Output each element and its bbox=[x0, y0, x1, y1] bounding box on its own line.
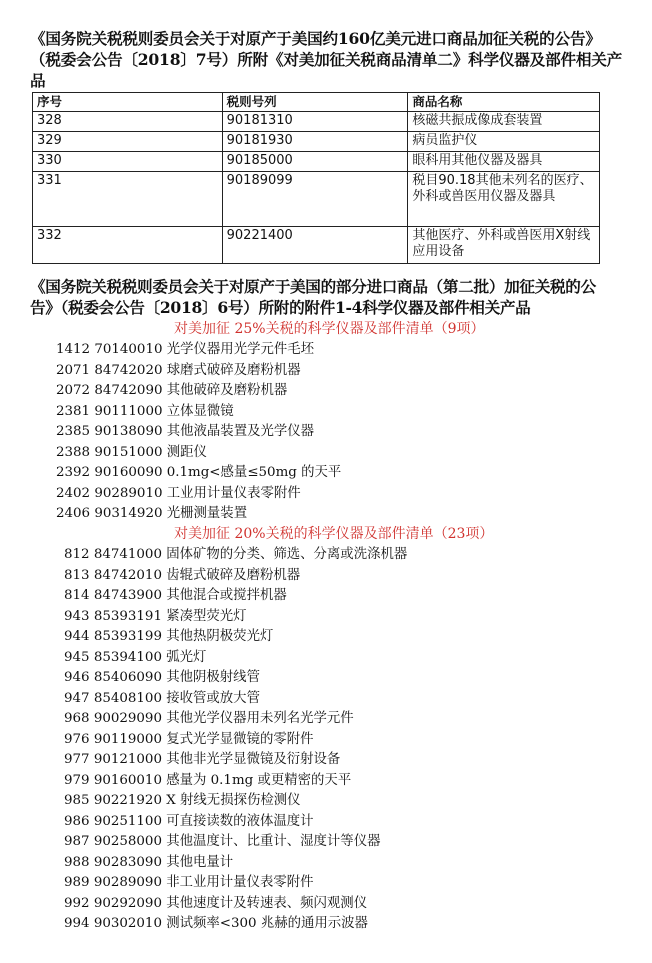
list-item: 2402 90289010 工业用计量仪表零附件 bbox=[56, 485, 301, 501]
list-item: 812 84741000 固体矿物的分类、筛选、分离或洗涤机器 bbox=[64, 547, 408, 562]
list-item: 2381 90111000 立体显微镜 bbox=[56, 403, 234, 419]
list25-heading: 对美加征 25%关税的科学仪器及部件清单（9项） bbox=[174, 321, 485, 337]
cell-product-name: 核磁共振成像成套装置 bbox=[408, 112, 600, 132]
list-item: 813 84742010 齿辊式破碎及磨粉机器 bbox=[64, 567, 301, 583]
table-header-row bbox=[33, 93, 600, 112]
list20-heading: 对美加征 20%关税的科学仪器及部件清单（23项） bbox=[174, 526, 494, 542]
table-row bbox=[33, 112, 600, 132]
notice1-title-line3: 品 bbox=[30, 71, 46, 90]
cell-serial: 328 bbox=[33, 112, 223, 132]
list-item: 944 85393199 其他热阴极荧光灯 bbox=[64, 629, 274, 644]
cell-serial: 329 bbox=[33, 132, 223, 152]
tariff-table bbox=[32, 92, 600, 264]
list-item: 979 90160010 感量为 0.1mg 或更精密的天平 bbox=[64, 772, 352, 788]
list-item: 986 90251100 可直接读数的液体温度计 bbox=[64, 813, 314, 829]
cell-product-name: 税目90.18其他未列名的医疗、外科或兽医用仪器及器具 bbox=[408, 172, 600, 227]
table-row bbox=[33, 132, 600, 152]
list-item: 2385 90138090 其他液晶装置及光学仪器 bbox=[56, 424, 315, 439]
list-item: 2071 84742020 球磨式破碎及磨粉机器 bbox=[56, 362, 301, 378]
header-tariff-code: 税则号列 bbox=[222, 93, 408, 112]
cell-tariff-code: 90181310 bbox=[222, 112, 408, 132]
list-item: 977 90121000 其他非光学显微镜及衍射设备 bbox=[64, 752, 341, 767]
cell-serial: 332 bbox=[33, 227, 223, 264]
list-item: 1412 70140010 光学仪器用光学元件毛坯 bbox=[56, 342, 315, 357]
table-row bbox=[33, 152, 600, 172]
list-item: 992 90292090 其他速度计及转速表、频闪观测仪 bbox=[64, 895, 368, 911]
list20 bbox=[64, 545, 407, 935]
notice1-title-line2: （税委会公告〔2018〕7号）所附《对美加征关税商品清单二》科学仪器及部件相关产 bbox=[30, 50, 623, 69]
header-serial: 序号 bbox=[33, 93, 223, 112]
list-item: 2072 84742090 其他破碎及磨粉机器 bbox=[56, 383, 288, 398]
notice2-title-line2: 告》（税委会公告〔2018〕6号）所附的附件1-4科学仪器及部件相关产品 bbox=[30, 298, 531, 317]
list-item: 988 90283090 其他电量计 bbox=[64, 854, 234, 870]
cell-serial: 331 bbox=[33, 172, 223, 227]
list-item: 987 90258000 其他温度计、比重计、湿度计等仪器 bbox=[64, 834, 381, 849]
list-item: 2392 90160090 0.1mg<感量≤50mg 的天平 bbox=[56, 465, 342, 480]
table-row bbox=[33, 172, 600, 227]
list25 bbox=[56, 340, 341, 525]
list-item: 994 90302010 测试频率<300 兆赫的通用示波器 bbox=[64, 916, 368, 931]
list-item: 968 90029090 其他光学仪器用未列名光学元件 bbox=[64, 711, 354, 726]
header-product-name: 商品名称 bbox=[408, 93, 600, 112]
list-item: 943 85393191 紧凑型荧光灯 bbox=[64, 608, 247, 624]
notice2-title-line1: 《国务院关税税则委员会关于对原产于美国的部分进口商品（第二批）加征关税的公 bbox=[30, 277, 596, 296]
cell-product-name: 眼科用其他仪器及器具 bbox=[408, 152, 600, 172]
list-item: 946 85406090 其他阴极射线管 bbox=[64, 670, 260, 685]
notice1-title-line1: 《国务院关税税则委员会关于对原产于美国约160亿美元进口商品加征关税的公告》 bbox=[30, 29, 601, 48]
cell-product-name: 其他医疗、外科或兽医用X射线应用设备 bbox=[408, 227, 600, 264]
list-item: 976 90119000 复式光学显微镜的零附件 bbox=[64, 731, 314, 747]
list-item: 2388 90151000 测距仪 bbox=[56, 444, 207, 460]
list-item: 989 90289090 非工业用计量仪表零附件 bbox=[64, 875, 314, 890]
cell-tariff-code: 90181930 bbox=[222, 132, 408, 152]
cell-tariff-code: 90185000 bbox=[222, 152, 408, 172]
cell-serial: 330 bbox=[33, 152, 223, 172]
list-item: 947 85408100 接收管或放大管 bbox=[64, 690, 260, 706]
table-row bbox=[33, 227, 600, 264]
cell-tariff-code: 90189099 bbox=[222, 172, 408, 227]
list-item: 814 84743900 其他混合或搅拌机器 bbox=[64, 588, 287, 603]
list-item: 945 85394100 弧光灯 bbox=[64, 649, 207, 665]
cell-tariff-code: 90221400 bbox=[222, 227, 408, 264]
list-item: 985 90221920 X 射线无损探伤检测仪 bbox=[64, 793, 301, 808]
cell-product-name: 病员监护仪 bbox=[408, 132, 600, 152]
list-item: 2406 90314920 光栅测量装置 bbox=[56, 506, 248, 521]
